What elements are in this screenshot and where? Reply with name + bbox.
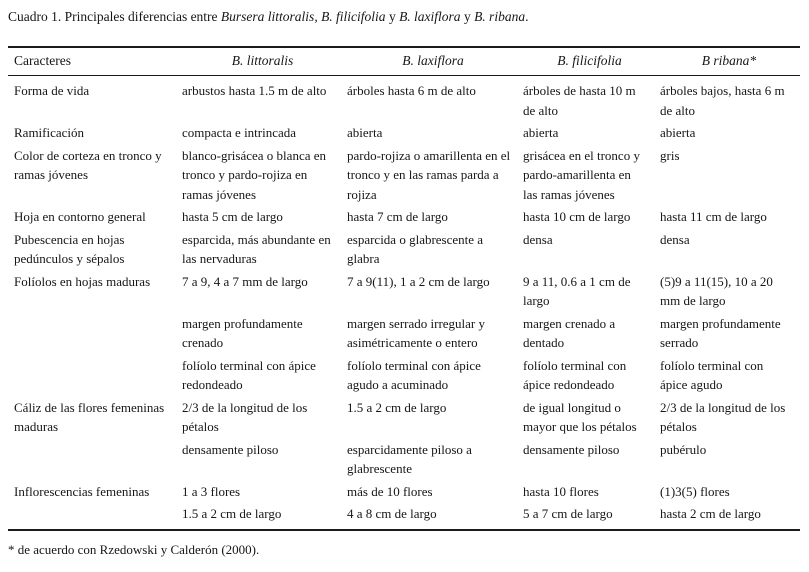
species-value-cell: hasta 11 cm de largo [660,209,767,225]
species-value-cell: blanco-grisácea o blanca en tronco y pardo-rojiza en ramas jóvenes [182,147,327,202]
species-value-cell: folíolo terminal con ápice agudo a acuminado [347,357,481,393]
species-value-cell: árboles hasta 6 m de alto [347,83,476,99]
species-value-cell: hasta 5 cm de largo [182,209,283,225]
table-body [8,76,800,530]
species-value-cell: 5 a 7 cm de largo [523,506,613,522]
caption-text: Cuadro 1. Principales diferencias entre [8,9,221,24]
species-value-cell: arbustos hasta 1.5 m de alto [182,83,327,99]
table-row [8,228,800,270]
table-row [8,438,800,480]
species-value-cell: abierta [347,125,383,141]
species-value-cell: densamente piloso [182,441,279,457]
species-value-cell: árboles de hasta 10 m de alto [523,83,636,118]
species-value-cell: hasta 2 cm de largo [660,506,761,522]
table-caption [0,6,809,26]
species-value-cell: margen profundamente serrado [660,315,781,351]
species-value-cell: 1.5 a 2 cm de largo [182,506,282,522]
column-header-species: B. littoralis [180,47,345,76]
species-value-cell: esparcidamente piloso a glabrescente [347,441,472,477]
species-value-cell: folíolo terminal con ápice redondeado [182,357,316,393]
table-row [8,144,800,206]
character-label-cell: Hoja en contorno general [14,209,146,225]
comparison-table [8,46,800,531]
species-value-cell: pardo-rojiza o amarillenta en el tronco y en las ramas parda a rojiza [347,147,511,202]
species-value-cell: 7 a 9, 4 a 7 mm de largo [182,273,308,289]
species-value-cell: compacta e intrincada [182,125,297,141]
table-row [8,312,800,354]
character-label-cell: Color de corteza en tronco y ramas jóvenes [14,147,162,183]
column-header-characters: Caracteres [8,47,180,76]
table-footnote: * de acuerdo con Rzedowski y Calderón (2000). [8,541,260,557]
character-label-cell: Inflorescencias femeninas [14,483,150,499]
species-value-cell: esparcida, más abundante en las nervaduras [182,231,331,267]
table-row [8,205,800,228]
species-value-cell: pubérulo [660,441,707,457]
table-row [8,480,800,503]
table-row [8,396,800,438]
character-label-cell: Cáliz de las flores femeninas maduras [14,399,165,435]
character-label-cell: Ramificación [14,125,85,141]
caption-text: , [314,9,322,24]
character-label-cell [8,438,180,480]
species-value-cell: árboles bajos, hasta 6 m de alto [660,83,785,118]
species-value-cell: hasta 7 cm de largo [347,209,448,225]
table-row [8,354,800,396]
species-value-cell: gris [660,147,680,163]
caption-text: y [385,9,400,24]
table-row [8,76,800,122]
species-value-cell: 7 a 9(11), 1 a 2 cm de largo [347,273,490,289]
caption-species-name: B. laxiflora [399,9,461,24]
species-value-cell: 1.5 a 2 cm de largo [347,399,447,415]
header-row [8,47,800,76]
species-value-cell: 1 a 3 flores [182,483,241,499]
species-value-cell: folíolo terminal con ápice redondeado [523,357,627,393]
caption-species-name: B. ribana [474,9,526,24]
column-header-species: B. laxiflora [345,47,521,76]
species-value-cell: abierta [523,125,559,141]
table-row [8,121,800,144]
species-value-cell: hasta 10 flores [523,483,599,499]
species-value-cell: margen crenado a dentado [523,315,616,351]
species-value-cell: 9 a 11, 0.6 a 1 cm de largo [523,273,631,309]
character-label-cell: Pubescencia en hojas pedúnculos y sépalos [14,231,125,267]
species-value-cell: 2/3 de la longitud de los pétalos [660,399,786,435]
species-value-cell: (1)3(5) flores [660,483,730,499]
species-value-cell: densamente piloso [523,441,620,457]
column-header-species: B ribana* [658,47,800,76]
species-value-cell: abierta [660,125,696,141]
species-value-cell: margen profundamente crenado [182,315,303,351]
species-value-cell: esparcida o glabrescente a glabra [347,231,484,267]
character-label-cell: Forma de vida [14,83,90,99]
caption-species-name: Bursera littoralis [220,9,315,24]
species-value-cell: hasta 10 cm de largo [523,209,631,225]
species-value-cell: densa [660,231,690,247]
species-value-cell: 4 a 8 cm de largo [347,506,437,522]
character-label-cell [8,354,180,396]
column-header-species: B. filicifolia [521,47,658,76]
table-row [8,270,800,312]
table-row [8,502,800,530]
species-value-cell: densa [523,231,553,247]
caption-text: y [460,9,475,24]
character-label-cell: Folíolos en hojas maduras [14,273,151,289]
character-label-cell [8,312,180,354]
species-value-cell: más de 10 flores [347,483,433,499]
species-value-cell: 2/3 de la longitud de los pétalos [182,399,308,435]
caption-text: . [525,9,529,24]
species-value-cell: margen serrado irregular y asimétricamente o entero [347,315,486,351]
caption-species-name: B. filicifolia [321,9,386,24]
species-value-cell: (5)9 a 11(15), 10 a 20 mm de largo [660,273,773,309]
species-value-cell: grisácea en el tronco y pardo-amarillenta en las ramas jóvenes [523,147,640,202]
species-value-cell: folíolo terminal con ápice agudo [660,357,764,393]
species-value-cell: de igual longitud o mayor que los pétalos [523,399,637,435]
character-label-cell [8,502,180,530]
